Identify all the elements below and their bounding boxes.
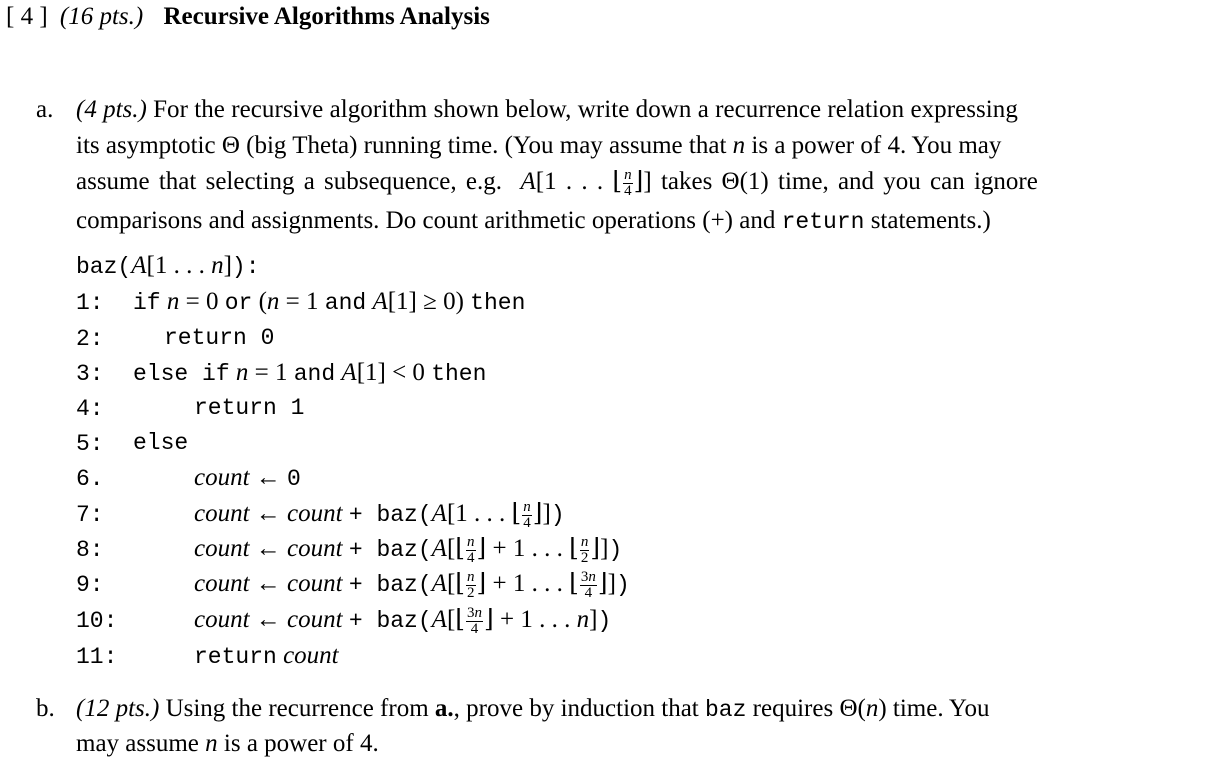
part-a-line4: comparisons and assignments. Do count arithmetic operations (+) and return statements.) <box>76 207 991 235</box>
code-line-1: 1: if n = 0 or (n = 1 and A[1] ≥ 0) then <box>76 288 526 316</box>
part-b-line1: (12 pts.) Using the recurrence from a., prove by induction that baz requires Θ(n) time. You <box>76 695 990 723</box>
part-a-line1: (4 pts.) For the recursive algorithm shown below, write down a recurrence relation expressing <box>76 96 1018 123</box>
code-line-6: 6. count ← 0 <box>76 464 301 492</box>
problem-title: Recursive Algorithms Analysis <box>163 3 490 30</box>
problem-number: [ 4 ] <box>6 3 48 30</box>
code-line-4: 4: return 1 <box>76 395 305 422</box>
problem-header <box>6 0 490 34</box>
code-line-5: 5: else <box>76 430 189 457</box>
code-line-9: 9: count ← count + baz(A[⌊ $\frac{n}{2}$ ⌋ + 1 . . . ⌊ $\frac{3n}{4}$ ⌋]) <box>76 568 630 601</box>
part-a-label: a. <box>36 96 54 123</box>
part-a-line3: assume that selecting a subsequence, e.g. A[1 . . . ⌊ $\frac{n}{4}$ ⌋] takes Θ(1) time, and you can ignore <box>76 166 1038 199</box>
code-line-8: 8: count ← count + baz(A[⌊ $\frac{n}{4}$ ⌋ + 1 . . . ⌊ $\frac{n}{2}$ ⌋]) <box>76 533 623 566</box>
code-line-3: 3: else if n = 1 and A[1] < 0 then <box>76 359 487 387</box>
code-line-7: 7: count ← count + baz(A[1 . . . ⌊ $\frac{n}{4}$ ⌋]) <box>76 498 565 531</box>
part-a-line2: its asymptotic Θ (big Theta) running time. (You may assume that n is a power of 4. You may <box>76 132 1002 159</box>
code-line-10: 10: count ← count + baz(A[⌊ $\frac{3n}{4}$ ⌋ + 1 . . . n]) <box>76 604 612 637</box>
part-a-text-1: For the recursive algorithm shown below, write down a recurrence relation expressing <box>153 96 1018 123</box>
code-signature: baz(A[1 . . . n]): <box>76 252 260 280</box>
code-line-11: 11: return count <box>76 642 339 670</box>
part-b-line2: may assume n is a power of 4. <box>76 730 379 757</box>
part-b-label: b. <box>36 695 55 722</box>
problem-points: (16 pts.) <box>59 3 144 30</box>
code-line-2: 2: return 0 <box>76 325 275 352</box>
